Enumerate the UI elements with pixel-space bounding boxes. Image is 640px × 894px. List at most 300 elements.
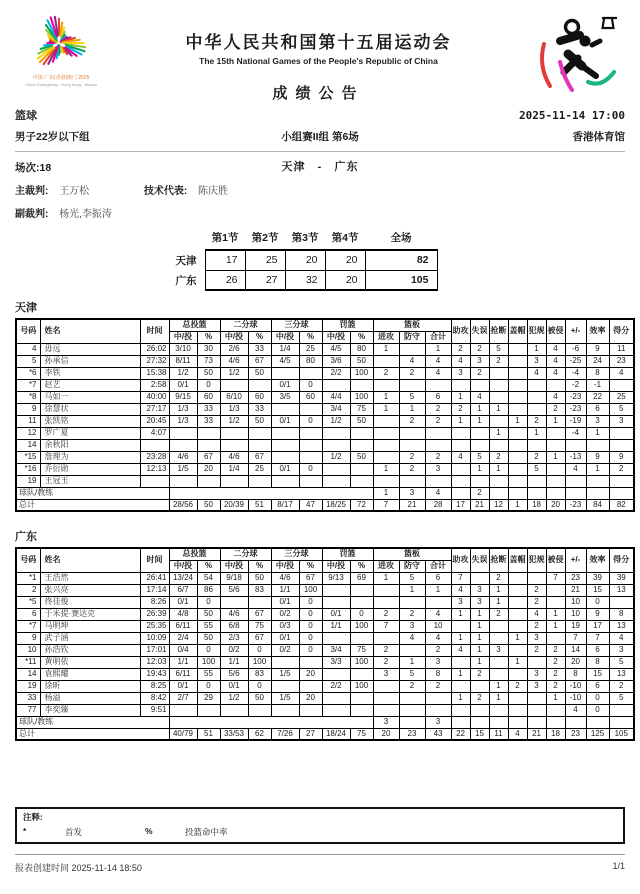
stat-cell: 1 xyxy=(489,596,508,608)
player-name: 于米提·赛达克 xyxy=(40,608,140,620)
col-stat: 犯规 xyxy=(527,548,546,572)
col-number: 号码 xyxy=(16,319,40,343)
stat-cell: 2 xyxy=(489,451,508,463)
stat-cell: 67 xyxy=(248,355,271,367)
stat-cell xyxy=(508,668,527,680)
quarter-score-table-wrap xyxy=(163,228,625,291)
stat-cell xyxy=(546,632,565,644)
stat-cell xyxy=(271,427,299,439)
col-pct: % xyxy=(299,560,322,572)
player-row xyxy=(16,475,634,487)
stat-cell: 1 xyxy=(546,415,565,427)
col-number: 号码 xyxy=(16,548,40,572)
stat-cell: -10 xyxy=(565,692,586,704)
stat-cell: -6 xyxy=(565,343,586,355)
page-title-en: The 15th National Games of the People's Republic of China xyxy=(199,56,438,66)
stat-cell: 20 xyxy=(299,668,322,680)
stat-cell: 1 xyxy=(470,608,489,620)
stat-cell: 0/1 xyxy=(271,596,299,608)
stat-cell: 1 xyxy=(527,343,546,355)
stat-cell xyxy=(546,716,565,728)
col-group: 总投篮 xyxy=(169,319,220,331)
stat-cell: 4 xyxy=(451,584,470,596)
col-pct: % xyxy=(197,560,220,572)
stat-cell xyxy=(508,451,527,463)
stat-cell: 39 xyxy=(586,572,609,584)
stat-cell xyxy=(451,620,470,632)
stat-cell: 105 xyxy=(609,728,634,740)
stat-cell: 9/15 xyxy=(169,391,197,403)
stat-cell xyxy=(271,704,299,716)
stat-cell: 13 xyxy=(609,584,634,596)
player-name: 孙浩钦 xyxy=(40,644,140,656)
player-row xyxy=(16,632,634,644)
stat-cell xyxy=(609,427,634,439)
stat-cell xyxy=(527,716,546,728)
stat-cell: 2 xyxy=(489,608,508,620)
stat-cell xyxy=(271,451,299,463)
stat-cell xyxy=(399,644,425,656)
stat-cell: 4/6 xyxy=(220,355,248,367)
stat-cell xyxy=(527,572,546,584)
stat-cell xyxy=(350,439,373,451)
stat-cell xyxy=(425,439,451,451)
stat-cell xyxy=(169,439,197,451)
player-number: *15 xyxy=(16,451,40,463)
player-number: *7 xyxy=(16,620,40,632)
delegate-name: 陈庆胜 xyxy=(198,186,229,197)
stat-cell: 47 xyxy=(299,499,322,511)
col-made-att: 中/投 xyxy=(220,560,248,572)
stat-cell: 67 xyxy=(299,572,322,584)
quarter-col-header: 第1节 xyxy=(211,232,239,244)
player-row xyxy=(16,596,634,608)
stat-cell: 2 xyxy=(609,463,634,475)
player-row xyxy=(16,427,634,439)
referee-name: 王万松 xyxy=(59,186,90,197)
stat-cell xyxy=(489,415,508,427)
stat-cell: 18 xyxy=(546,728,565,740)
player-row xyxy=(16,668,634,680)
player-row xyxy=(16,367,634,379)
stat-cell: 100 xyxy=(299,584,322,596)
stat-cell: 8 xyxy=(586,367,609,379)
stat-cell xyxy=(527,475,546,487)
legend-items xyxy=(23,826,617,838)
quarter-score: 20 xyxy=(285,250,325,270)
player-name: 马明坤 xyxy=(40,620,140,632)
stat-cell: 60 xyxy=(299,391,322,403)
player-number: *16 xyxy=(16,463,40,475)
stat-cell xyxy=(399,439,425,451)
stat-cell xyxy=(451,656,470,668)
col-time: 时间 xyxy=(140,319,169,343)
stat-cell xyxy=(220,475,248,487)
stat-cell xyxy=(169,704,197,716)
stat-cell xyxy=(489,487,508,499)
stat-cell xyxy=(508,463,527,475)
stat-cell: 3 xyxy=(373,668,399,680)
stat-cell: 1 xyxy=(546,620,565,632)
stat-cell xyxy=(248,475,271,487)
stat-cell: 29 xyxy=(197,692,220,704)
stat-cell: 5 xyxy=(470,451,489,463)
stat-cell: 3 xyxy=(373,716,399,728)
quarter-score: 26 xyxy=(205,270,245,290)
stat-cell: 2 xyxy=(508,680,527,692)
stat-cell: 33 xyxy=(197,403,220,415)
stat-cell: 75 xyxy=(350,403,373,415)
stat-cell: 67 xyxy=(248,632,271,644)
box-header-row-1 xyxy=(16,319,634,331)
stat-cell xyxy=(508,716,527,728)
col-group: 三分球 xyxy=(271,319,322,331)
stat-cell: 2 xyxy=(399,367,425,379)
stat-cell: 23 xyxy=(609,355,634,367)
stat-cell xyxy=(399,427,425,439)
stat-cell xyxy=(451,379,470,391)
sport-pictogram xyxy=(530,10,625,102)
stat-cell xyxy=(350,427,373,439)
stat-cell: 13 xyxy=(609,620,634,632)
stat-cell: 27 xyxy=(299,728,322,740)
stat-cell: 0 xyxy=(299,415,322,427)
stat-cell: 3 xyxy=(425,656,451,668)
stat-cell xyxy=(322,668,350,680)
player-row xyxy=(16,463,634,475)
stat-cell: 3 xyxy=(527,668,546,680)
stat-cell: 2/6 xyxy=(220,343,248,355)
stat-cell xyxy=(169,475,197,487)
stat-cell: 3 xyxy=(451,596,470,608)
stat-cell xyxy=(350,596,373,608)
stat-cell: 2 xyxy=(425,415,451,427)
stat-cell: -23 xyxy=(565,403,586,415)
stat-cell: 4 xyxy=(425,632,451,644)
player-number: 4 xyxy=(16,343,40,355)
coach-row-spacer xyxy=(169,487,373,499)
stat-cell xyxy=(508,596,527,608)
stat-cell: 28/56 xyxy=(169,499,197,511)
stat-cell: 100 xyxy=(197,656,220,668)
player-row xyxy=(16,656,634,668)
stat-cell xyxy=(299,475,322,487)
quarter-score: 20 xyxy=(325,250,365,270)
player-row xyxy=(16,644,634,656)
stat-cell: 9 xyxy=(586,451,609,463)
stat-cell: 2 xyxy=(489,572,508,584)
stat-cell: 26:02 xyxy=(140,343,169,355)
stat-cell: 40:00 xyxy=(140,391,169,403)
col-stat: 助攻 xyxy=(451,548,470,572)
col-stat: 抢断 xyxy=(489,319,508,343)
quarter-col-header: 第4节 xyxy=(331,232,359,244)
stat-cell: 21 xyxy=(527,728,546,740)
stat-cell: 2 xyxy=(609,680,634,692)
stat-cell: 1 xyxy=(586,427,609,439)
stat-cell xyxy=(489,379,508,391)
stat-cell: -10 xyxy=(565,680,586,692)
stat-cell: 2 xyxy=(527,451,546,463)
stat-cell: 25 xyxy=(299,343,322,355)
quarter-total: 105 xyxy=(365,270,437,290)
stat-cell: 62 xyxy=(248,728,271,740)
stat-cell: 4 xyxy=(546,391,565,403)
stat-cell: 60 xyxy=(248,391,271,403)
stat-cell: 75 xyxy=(350,644,373,656)
stat-cell xyxy=(350,379,373,391)
stat-cell xyxy=(609,596,634,608)
stat-cell: 4/6 xyxy=(169,451,197,463)
player-row xyxy=(16,379,634,391)
stat-cell xyxy=(322,692,350,704)
stat-cell: 3 xyxy=(399,620,425,632)
quarter-score-row xyxy=(163,270,437,290)
stat-cell: 1 xyxy=(451,391,470,403)
player-number: 10 xyxy=(16,644,40,656)
stage-label: 小组赛II组 第6场 xyxy=(281,131,359,143)
stat-cell xyxy=(586,439,609,451)
stat-cell: 0 xyxy=(248,644,271,656)
stat-cell: 2 xyxy=(425,680,451,692)
stat-cell: 4 xyxy=(451,451,470,463)
stat-cell xyxy=(220,596,248,608)
stat-cell xyxy=(350,704,373,716)
stat-cell xyxy=(546,379,565,391)
stat-cell xyxy=(527,391,546,403)
player-name: 佟佳俊 xyxy=(40,596,140,608)
stat-cell: 1 xyxy=(508,415,527,427)
stat-cell: 12:13 xyxy=(140,463,169,475)
stat-cell xyxy=(350,692,373,704)
stat-cell xyxy=(373,632,399,644)
stat-cell xyxy=(220,427,248,439)
stat-cell: 19:43 xyxy=(140,668,169,680)
stat-cell: 43 xyxy=(425,728,451,740)
player-name: 王浩然 xyxy=(40,572,140,584)
stat-cell: 1/2 xyxy=(322,451,350,463)
stat-cell: -25 xyxy=(565,355,586,367)
col-rebounds: 篮板 xyxy=(373,319,451,331)
stat-cell xyxy=(609,487,634,499)
player-row xyxy=(16,355,634,367)
stat-cell xyxy=(373,475,399,487)
stat-cell xyxy=(546,475,565,487)
stat-cell: 100 xyxy=(350,391,373,403)
stat-cell xyxy=(546,584,565,596)
stat-cell: 4 xyxy=(508,728,527,740)
stat-cell: 7 xyxy=(373,499,399,511)
col-name: 姓名 xyxy=(40,548,140,572)
stat-cell xyxy=(586,475,609,487)
stat-cell xyxy=(546,427,565,439)
quarter-col-header: 全场 xyxy=(390,232,412,244)
coach-row-spacer xyxy=(169,716,373,728)
stat-cell: 1 xyxy=(470,620,489,632)
stat-cell: 3 xyxy=(609,644,634,656)
sport-label: 篮球 xyxy=(15,110,37,122)
stat-cell xyxy=(508,572,527,584)
stat-cell xyxy=(527,704,546,716)
stat-cell: 73 xyxy=(197,355,220,367)
stat-cell: 8 xyxy=(565,668,586,680)
stat-cell xyxy=(470,475,489,487)
stat-cell xyxy=(373,692,399,704)
stat-cell: 1/2 xyxy=(169,367,197,379)
stat-cell: 0 xyxy=(248,680,271,692)
coach-row xyxy=(16,716,634,728)
player-name: 武子涵 xyxy=(40,632,140,644)
stat-cell xyxy=(197,439,220,451)
emblem-caption: 中国·广东|香港|澳门 2025 xyxy=(32,75,90,81)
stat-cell xyxy=(508,692,527,704)
stat-cell xyxy=(373,680,399,692)
footer-divider xyxy=(15,854,625,855)
stat-cell xyxy=(350,668,373,680)
stat-cell: -2 xyxy=(565,379,586,391)
stat-cell: 55 xyxy=(197,668,220,680)
stat-cell: 4 xyxy=(399,632,425,644)
stat-cell: 1 xyxy=(489,692,508,704)
stat-cell xyxy=(322,584,350,596)
stat-cell: 4/4 xyxy=(322,391,350,403)
stat-cell: 69 xyxy=(350,572,373,584)
col-stat: 盖帽 xyxy=(508,319,527,343)
stat-cell: 8 xyxy=(609,608,634,620)
stat-cell xyxy=(425,692,451,704)
col-group: 二分球 xyxy=(220,319,271,331)
stat-cell: 4/6 xyxy=(271,572,299,584)
stat-cell: 6/10 xyxy=(220,391,248,403)
venue-label: 香港体育馆 xyxy=(572,131,625,143)
stat-cell xyxy=(451,463,470,475)
stat-cell: 20 xyxy=(373,728,399,740)
player-number: *11 xyxy=(16,656,40,668)
player-name: 罗广夏 xyxy=(40,427,140,439)
stat-cell: 1/2 xyxy=(220,415,248,427)
stat-cell xyxy=(489,367,508,379)
stat-cell: 0 xyxy=(197,680,220,692)
stat-cell: 1/2 xyxy=(322,415,350,427)
stat-cell: 27:32 xyxy=(140,355,169,367)
box-header-row-1 xyxy=(16,548,634,560)
stat-cell xyxy=(546,704,565,716)
col-pct: % xyxy=(350,331,373,343)
quarter-total: 82 xyxy=(365,250,437,270)
stat-cell xyxy=(299,704,322,716)
stat-cell: 5 xyxy=(609,656,634,668)
stat-cell: 50 xyxy=(197,632,220,644)
stat-cell: 2 xyxy=(451,403,470,415)
col-group: 罚篮 xyxy=(322,548,373,560)
stat-cell: 7 xyxy=(373,620,399,632)
stat-cell xyxy=(508,439,527,451)
stat-cell: 1/4 xyxy=(271,343,299,355)
player-row xyxy=(16,572,634,584)
stat-cell: 8 xyxy=(586,656,609,668)
player-name: 赵艺 xyxy=(40,379,140,391)
player-number: 9 xyxy=(16,632,40,644)
stat-cell: 1 xyxy=(470,656,489,668)
stat-cell: 17:14 xyxy=(140,584,169,596)
stat-cell: 2 xyxy=(470,487,489,499)
stat-cell xyxy=(140,475,169,487)
stat-cell: 50 xyxy=(248,367,271,379)
stat-cell: 1 xyxy=(546,451,565,463)
stat-cell: 2/3 xyxy=(220,632,248,644)
player-number: 5 xyxy=(16,355,40,367)
stat-cell: 3/4 xyxy=(322,403,350,415)
stat-cell: 18/24 xyxy=(322,728,350,740)
stat-cell: 4 xyxy=(527,608,546,620)
stat-cell xyxy=(451,427,470,439)
col-stat: 盖帽 xyxy=(508,548,527,572)
stat-cell: 33 xyxy=(248,343,271,355)
stat-cell: 1 xyxy=(451,668,470,680)
stat-cell: 50 xyxy=(248,572,271,584)
col-stat: 效率 xyxy=(586,319,609,343)
col-made-att: 中/投 xyxy=(271,331,299,343)
stat-cell: 0 xyxy=(197,596,220,608)
stat-cell: 2 xyxy=(546,668,565,680)
stat-cell: 1 xyxy=(489,584,508,596)
stat-cell: 20 xyxy=(565,656,586,668)
stat-cell: 4 xyxy=(546,355,565,367)
col-name: 姓名 xyxy=(40,319,140,343)
stat-cell: 20/39 xyxy=(220,499,248,511)
stat-cell: 0/3 xyxy=(271,620,299,632)
stat-cell: 6 xyxy=(586,403,609,415)
stat-cell: 100 xyxy=(350,367,373,379)
stat-cell: 0 xyxy=(197,644,220,656)
stat-cell: 50 xyxy=(350,451,373,463)
stat-cell: 3 xyxy=(609,415,634,427)
stat-cell xyxy=(489,391,508,403)
stat-cell: 7 xyxy=(565,632,586,644)
stat-cell: -4 xyxy=(565,427,586,439)
stat-cell: 4/5 xyxy=(322,343,350,355)
stat-cell xyxy=(299,680,322,692)
stat-cell: 2 xyxy=(425,644,451,656)
stat-cell: 19 xyxy=(565,620,586,632)
doc-title: 成绩公告 xyxy=(272,85,365,102)
stat-cell: 2 xyxy=(451,343,470,355)
report-created-time: 报表创建时间 2025-11-14 18:50 xyxy=(15,863,142,873)
stat-cell: 1 xyxy=(399,584,425,596)
col-stat: 失误 xyxy=(470,548,489,572)
stat-cell xyxy=(527,692,546,704)
stat-cell: 4 xyxy=(546,343,565,355)
stat-cell: 22 xyxy=(586,391,609,403)
stat-cell xyxy=(220,379,248,391)
stat-cell: 1/5 xyxy=(271,692,299,704)
stat-cell: 2:58 xyxy=(140,379,169,391)
stat-cell: 0 xyxy=(299,463,322,475)
col-time: 时间 xyxy=(140,548,169,572)
games-emblem-icon xyxy=(15,10,103,76)
stat-cell xyxy=(350,584,373,596)
page-footer xyxy=(15,861,625,874)
stat-cell: 3 xyxy=(489,644,508,656)
total-row-label: 总计 xyxy=(16,499,169,511)
stat-cell: 4 xyxy=(451,644,470,656)
col-group: 三分球 xyxy=(271,548,322,560)
stat-cell: 13/24 xyxy=(169,572,197,584)
stat-cell: 9 xyxy=(586,608,609,620)
col-made-att: 中/投 xyxy=(271,560,299,572)
stat-cell: 1/1 xyxy=(322,620,350,632)
player-name: 袁熙耀 xyxy=(40,668,140,680)
